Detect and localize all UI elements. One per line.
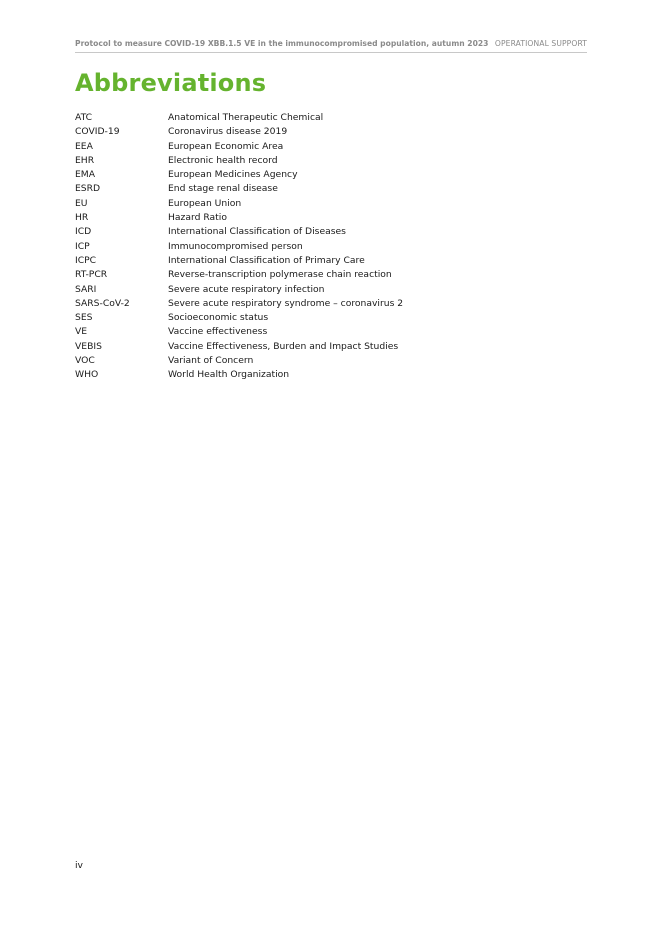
abbreviation-definition: Electronic health record (168, 154, 278, 166)
abbreviation-row (75, 368, 515, 382)
abbreviation-term: SARI (75, 283, 97, 295)
abbreviation-row (75, 182, 515, 196)
page-title: Abbreviations (75, 69, 267, 97)
abbreviation-term: ICD (75, 226, 92, 238)
abbreviation-row (75, 211, 515, 225)
abbreviation-term: SARS-CoV-2 (75, 297, 130, 309)
abbreviation-row (75, 111, 515, 125)
abbreviation-term: EEA (75, 140, 93, 152)
abbreviation-row (75, 311, 515, 325)
abbreviation-definition: Coronavirus disease 2019 (168, 126, 288, 138)
abbreviation-term: VE (75, 326, 88, 338)
abbreviation-definition: European Union (168, 197, 242, 209)
abbreviation-row (75, 325, 515, 339)
abbreviation-row (75, 340, 515, 354)
abbreviation-definition: European Economic Area (168, 140, 284, 152)
abbreviation-term: ATC (75, 112, 93, 123)
abbreviation-definition: Immunocompromised person (168, 240, 303, 252)
abbreviation-term: EHR (75, 154, 95, 166)
abbreviation-definition: Vaccine effectiveness (168, 326, 268, 338)
page-number: iv (75, 860, 83, 871)
abbreviation-row (75, 297, 515, 311)
abbreviation-definition: International Classification of Primary Care (168, 254, 365, 266)
abbreviation-term: ESRD (75, 183, 101, 195)
abbreviation-definition: International Classification of Diseases (168, 226, 346, 238)
abbreviation-row (75, 254, 515, 268)
abbreviation-definition: End stage renal disease (168, 183, 278, 195)
abbreviation-row (75, 197, 515, 211)
abbreviation-definition: Severe acute respiratory syndrome – coronavirus 2 (168, 297, 404, 309)
abbreviation-term: VOC (75, 355, 95, 367)
abbreviation-definition: Severe acute respiratory infection (168, 283, 325, 295)
abbreviation-term: WHO (75, 369, 99, 381)
header-document-title: Protocol to measure COVID-19 XBB.1.5 VE in the immunocompromised population, autumn 2023 (75, 39, 489, 48)
running-header (75, 38, 587, 53)
abbreviation-definition: Vaccine Effectiveness, Burden and Impact Studies (168, 340, 399, 352)
abbreviation-definition: Anatomical Therapeutic Chemical (168, 112, 324, 123)
abbreviation-term: RT-PCR (75, 269, 108, 281)
abbreviation-term: EU (75, 197, 88, 209)
abbreviation-row (75, 125, 515, 139)
abbreviation-term: HR (75, 212, 89, 224)
abbreviation-row (75, 154, 515, 168)
abbreviation-definition: Socioeconomic status (168, 312, 269, 324)
abbreviation-definition: European Medicines Agency (168, 169, 298, 181)
abbreviation-definition: World Health Organization (168, 369, 290, 381)
abbreviation-term: EMA (75, 169, 96, 181)
abbreviation-row (75, 240, 515, 254)
abbreviation-definition: Hazard Ratio (168, 212, 227, 224)
abbreviation-row (75, 283, 515, 297)
abbreviations-list (75, 111, 515, 383)
abbreviation-row (75, 225, 515, 239)
abbreviation-row (75, 140, 515, 154)
abbreviation-definition: Reverse-transcription polymerase chain reaction (168, 269, 392, 281)
abbreviation-row (75, 268, 515, 282)
abbreviation-term: COVID-19 (75, 126, 120, 138)
abbreviation-term: ICPC (75, 254, 97, 266)
header-section-label: OPERATIONAL SUPPORT (494, 39, 587, 48)
abbreviation-term: ICP (75, 240, 90, 252)
abbreviation-term: SES (75, 312, 93, 324)
abbreviation-term: VEBIS (75, 340, 102, 352)
abbreviation-row (75, 168, 515, 182)
abbreviation-row (75, 354, 515, 368)
abbreviation-definition: Variant of Concern (168, 355, 254, 367)
